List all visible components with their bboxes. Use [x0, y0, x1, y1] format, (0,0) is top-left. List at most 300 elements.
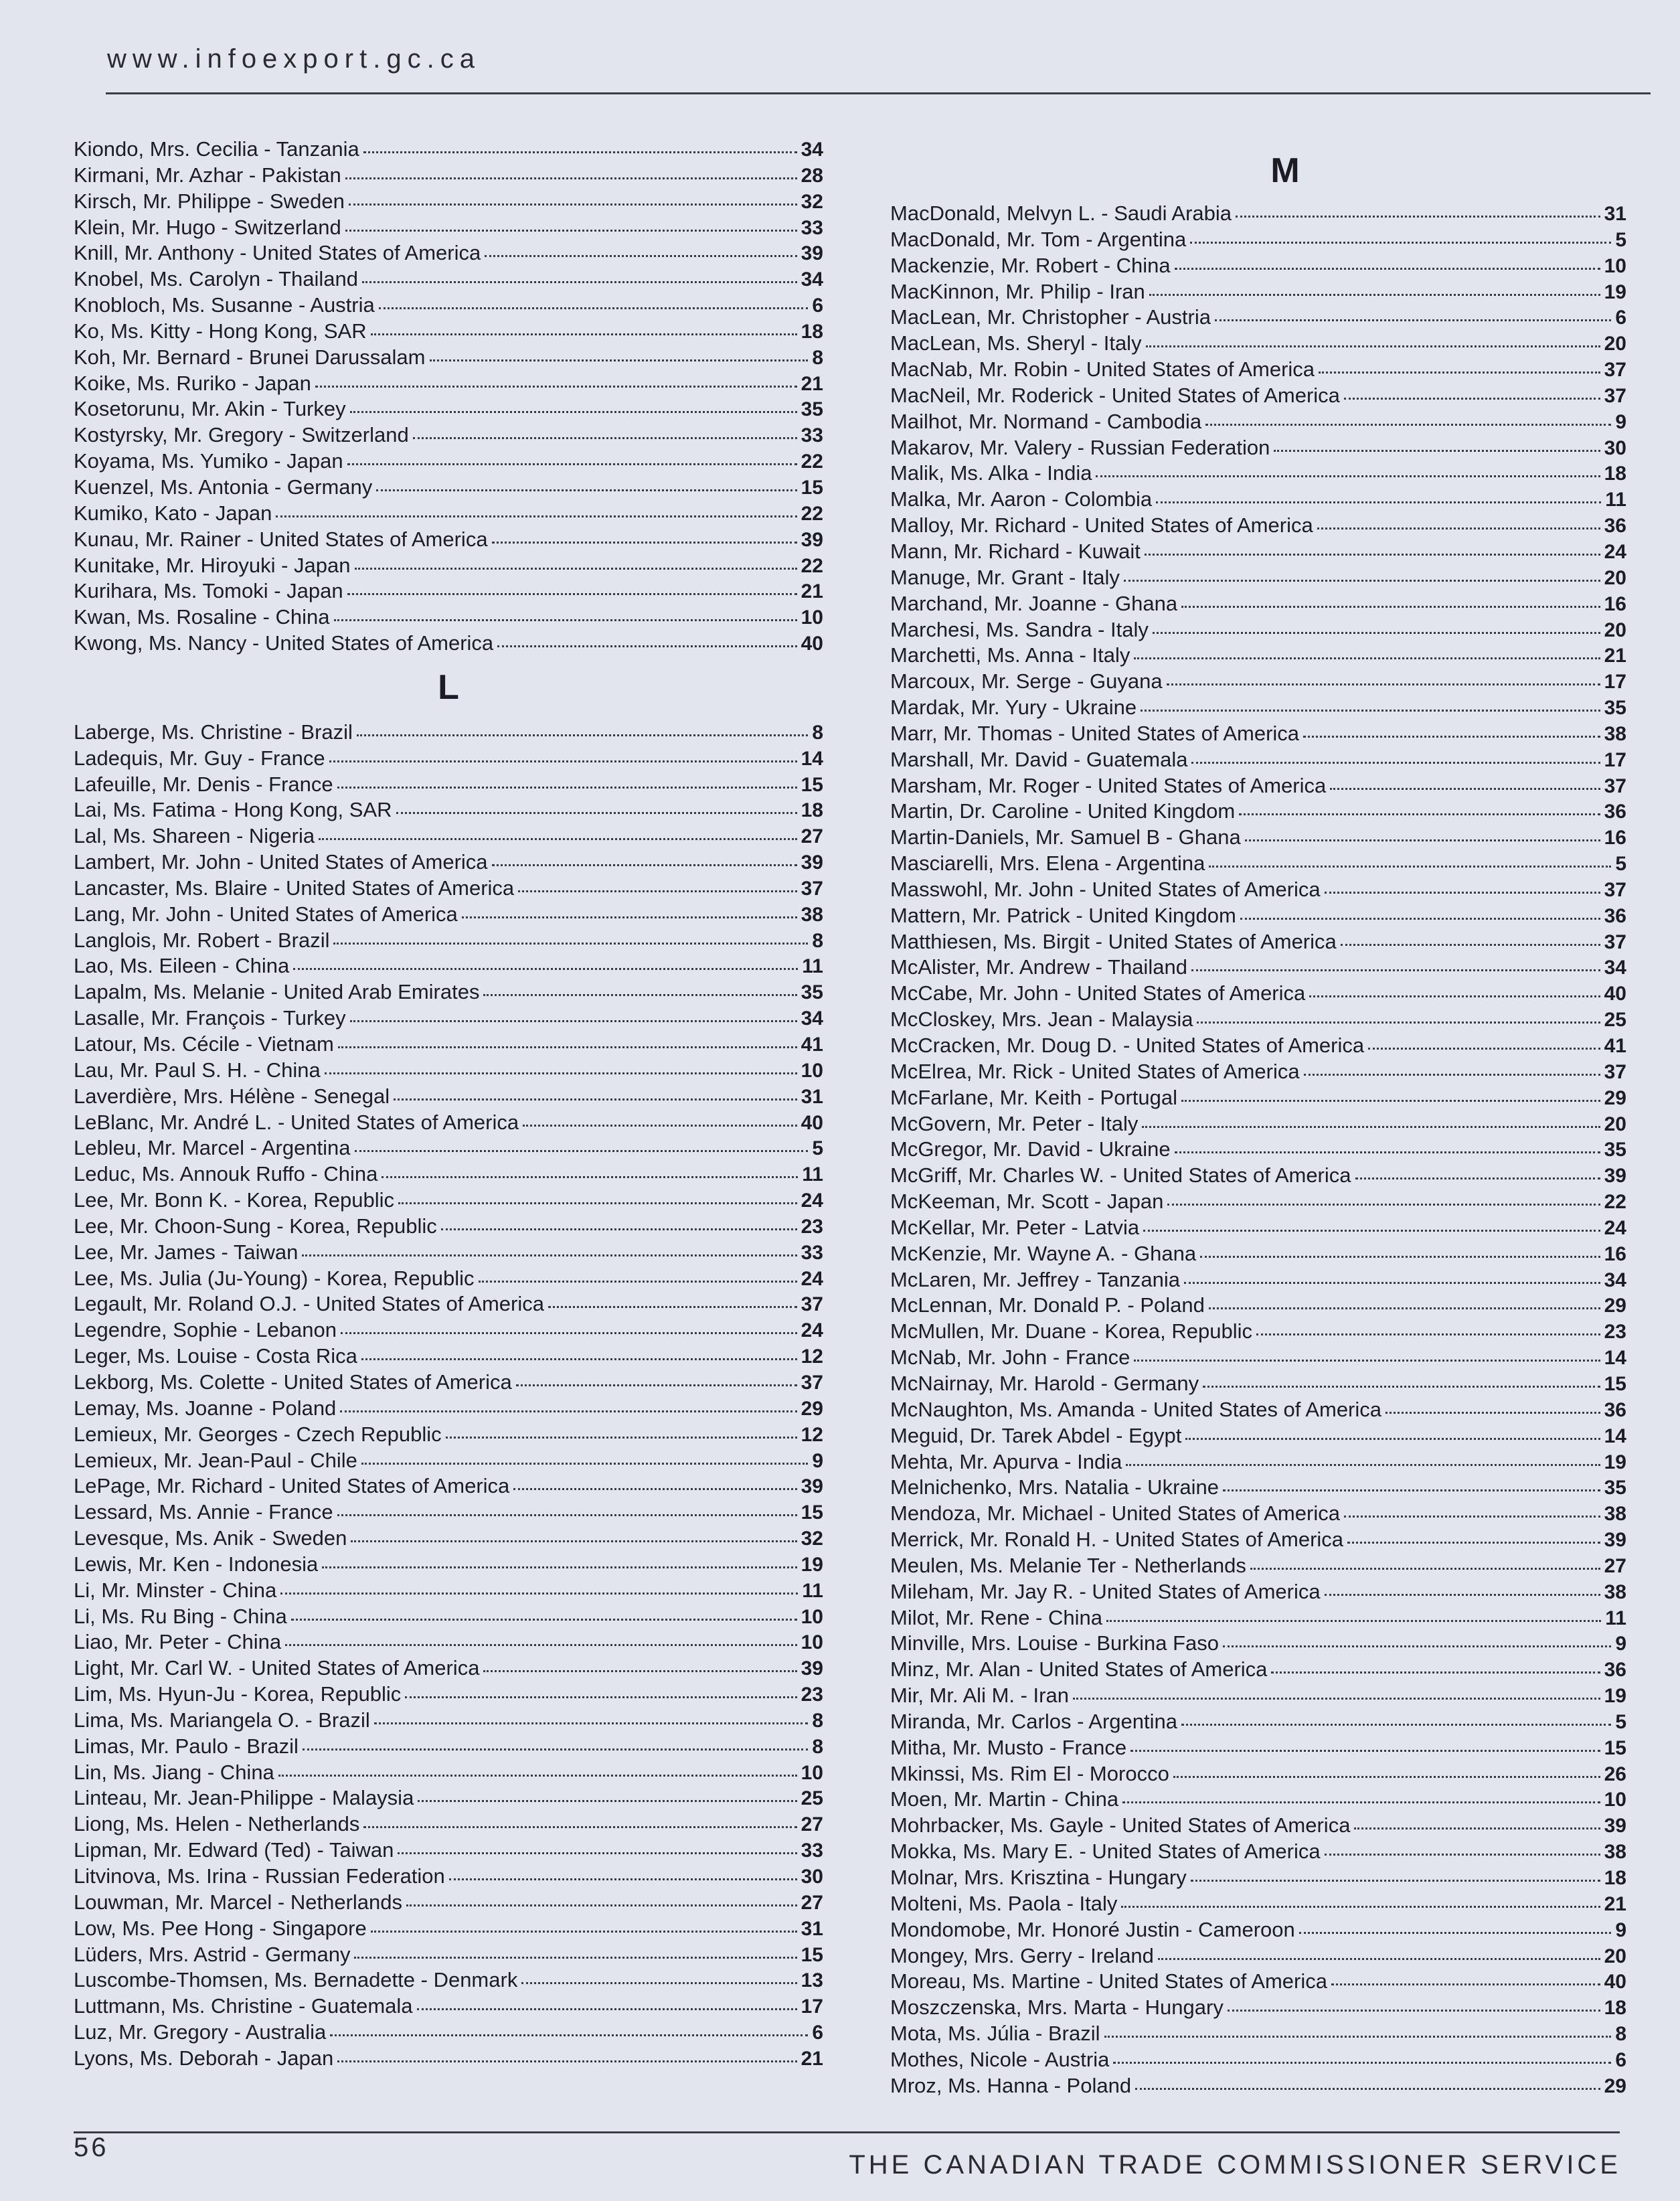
entry-name: Lambert, Mr. John - United States of America: [74, 850, 488, 874]
entry-page-number: 9: [1615, 1633, 1626, 1655]
entry-page-number: 13: [801, 1969, 823, 1992]
index-entry: [890, 201, 1626, 227]
index-entry: [74, 1005, 823, 1032]
entry-name: LeBlanc, Mr. André L. - United States of America: [74, 1110, 519, 1134]
entry-name: Lang, Mr. John - United States of America: [74, 902, 458, 926]
entry-name: McNaughton, Ms. Amanda - United States of America: [890, 1397, 1382, 1421]
entry-page-number: 35: [1604, 697, 1626, 720]
dot-leader: [350, 411, 797, 413]
entry-name: Mohrbacker, Ms. Gayle - United States of America: [890, 1813, 1351, 1838]
dot-leader: [1274, 450, 1600, 452]
index-entry: [74, 1110, 823, 1136]
index-entry: [890, 1215, 1626, 1241]
index-entry: [74, 797, 823, 823]
index-entry: [74, 293, 823, 319]
dot-leader: [1096, 475, 1600, 477]
entry-name: Langlois, Mr. Robert - Brazil: [74, 928, 330, 952]
entry-name: Laberge, Ms. Christine - Brazil: [74, 720, 353, 744]
dot-leader: [1354, 1827, 1600, 1829]
entry-page-number: 15: [801, 773, 823, 796]
entry-name: McKenzie, Mr. Wayne A. - Ghana: [890, 1241, 1197, 1265]
dot-leader: [1325, 1594, 1600, 1596]
index-entry: [74, 1734, 823, 1760]
index-entry: [74, 1343, 823, 1370]
entry-name: Lee, Mr. Bonn K. - Korea, Republic: [74, 1188, 395, 1212]
index-entry: [74, 1916, 823, 1942]
dot-leader: [1190, 242, 1611, 244]
index-entry: [74, 604, 823, 631]
entry-page-number: 20: [1604, 1945, 1626, 1967]
index-entry: [890, 1293, 1626, 1319]
dot-leader: [1113, 2062, 1611, 2064]
entry-name: Lee, Mr. James - Taiwan: [74, 1240, 299, 1264]
entry-page-number: 8: [812, 346, 823, 369]
entry-name: Leduc, Ms. Annouk Ruffo - China: [74, 1162, 378, 1186]
index-entry: [74, 1993, 823, 2020]
entry-page-number: 5: [1615, 853, 1626, 876]
entry-page-number: 39: [1604, 1815, 1626, 1838]
entry-page-number: 5: [1615, 1710, 1626, 1733]
entry-page-number: 29: [801, 1397, 823, 1420]
index-entry: [74, 137, 823, 163]
entry-page-number: 22: [801, 554, 823, 577]
entry-name: Kunitake, Mr. Hiroyuki - Japan: [74, 553, 351, 577]
entry-page-number: 39: [801, 528, 823, 551]
index-entry: [74, 1317, 823, 1343]
index-entry: [890, 1397, 1626, 1423]
entry-name: Lemieux, Mr. Jean-Paul - Chile: [74, 1448, 357, 1472]
entry-page-number: 38: [1604, 1580, 1626, 1603]
entry-name: Mongey, Mrs. Gerry - Ireland: [890, 1943, 1154, 1967]
dot-leader: [418, 1800, 796, 1802]
dot-leader: [371, 1931, 797, 1933]
entry-name: McKellar, Mr. Peter - Latvia: [890, 1215, 1140, 1239]
entry-page-number: 36: [1604, 515, 1626, 538]
index-entry: [890, 1865, 1626, 1891]
index-entry: [890, 1033, 1626, 1059]
index-entry: [890, 1319, 1626, 1345]
dot-leader: [413, 437, 797, 439]
dot-leader: [374, 1722, 809, 1724]
entry-name: Mann, Mr. Richard - Kuwait: [890, 539, 1141, 563]
entry-name: Mileham, Mr. Jay R. - United States of America: [890, 1579, 1321, 1603]
index-entry: [74, 1655, 823, 1682]
index-entry: [890, 617, 1626, 643]
dot-leader: [280, 1593, 798, 1595]
index-entry: [890, 1709, 1626, 1735]
dot-leader: [523, 1125, 797, 1127]
entry-page-number: 38: [1604, 1503, 1626, 1526]
index-entry: [74, 1084, 823, 1110]
index-entry: [890, 1345, 1626, 1371]
index-entry: [890, 1137, 1626, 1163]
dot-leader: [341, 1332, 797, 1334]
entry-name: Lancaster, Ms. Blaire - United States of America: [74, 876, 515, 900]
entry-name: Liao, Mr. Peter - China: [74, 1630, 282, 1654]
entry-name: McLennan, Mr. Donald P. - Poland: [890, 1293, 1205, 1317]
index-entry: [890, 825, 1626, 851]
entry-page-number: 40: [801, 1111, 823, 1134]
dot-leader: [1303, 736, 1600, 738]
index-entry: [74, 1760, 823, 1786]
dot-leader: [303, 1748, 808, 1750]
entry-name: Kirsch, Mr. Philippe - Sweden: [74, 189, 345, 213]
entry-page-number: 37: [1604, 384, 1626, 407]
entry-page-number: 14: [1604, 1424, 1626, 1447]
index-entry: [74, 1188, 823, 1214]
entry-page-number: 37: [1604, 1060, 1626, 1083]
index-entry: [890, 1605, 1626, 1631]
dot-leader: [1184, 1282, 1600, 1284]
entry-name: Kirmani, Mr. Azhar - Pakistan: [74, 163, 341, 187]
dot-leader: [548, 1306, 797, 1308]
entry-page-number: 35: [801, 398, 823, 421]
index-entry: [890, 877, 1626, 903]
entry-name: McNairnay, Mr. Harold - Germany: [890, 1371, 1199, 1395]
entry-page-number: 36: [1604, 801, 1626, 823]
entry-name: Lapalm, Ms. Melanie - United Arab Emirates: [74, 980, 480, 1004]
entry-page-number: 40: [1604, 1971, 1626, 1993]
header-rule: [106, 92, 1651, 94]
entry-name: Minz, Mr. Alan - United States of America: [890, 1657, 1268, 1682]
entry-page-number: 35: [1604, 1139, 1626, 1161]
entry-name: McGovern, Mr. Peter - Italy: [890, 1111, 1139, 1135]
dot-leader: [1203, 1386, 1600, 1388]
index-entry: [74, 319, 823, 345]
index-entry: [890, 1917, 1626, 1943]
entry-page-number: 8: [1615, 2023, 1626, 2046]
dot-leader: [1347, 1542, 1600, 1544]
index-entry: [890, 1683, 1626, 1709]
dot-leader: [492, 542, 797, 544]
entry-page-number: 8: [812, 929, 823, 952]
entry-name: Lipman, Mr. Edward (Ted) - Taiwan: [74, 1838, 394, 1862]
entry-page-number: 11: [802, 1163, 823, 1186]
header-url: www.infoexport.gc.ca: [107, 44, 481, 74]
dot-leader: [1209, 1307, 1600, 1309]
entry-page-number: 28: [801, 164, 823, 187]
left-column: [74, 137, 823, 2072]
entry-name: Legendre, Sophie - Lebanon: [74, 1318, 337, 1342]
index-entry: [74, 953, 823, 979]
dot-leader: [347, 593, 797, 595]
entry-page-number: 15: [801, 1943, 823, 1966]
entry-page-number: 39: [801, 1475, 823, 1498]
entry-name: Mattern, Mr. Patrick - United Kingdom: [890, 903, 1236, 927]
entry-name: Kosetorunu, Mr. Akin - Turkey: [74, 397, 346, 421]
entry-name: Lewis, Mr. Ken - Indonesia: [74, 1552, 319, 1576]
entry-name: Legault, Mr. Roland O.J. - United States of America: [74, 1292, 544, 1316]
dot-leader: [1239, 813, 1600, 815]
index-entry: [74, 902, 823, 928]
entry-name: Marchesi, Ms. Sandra - Italy: [890, 617, 1149, 641]
entry-name: Marcoux, Mr. Serge - Guyana: [890, 669, 1163, 694]
index-entry: [890, 955, 1626, 981]
index-entry: [74, 1032, 823, 1058]
index-entry: [74, 1811, 823, 1838]
entry-page-number: 15: [1604, 1736, 1626, 1759]
index-entry: [890, 1579, 1626, 1605]
entry-page-number: 16: [1604, 1242, 1626, 1265]
dot-leader: [449, 1878, 797, 1880]
entry-page-number: 41: [801, 1034, 823, 1056]
dot-leader: [1228, 2010, 1600, 2012]
index-entry: [890, 1111, 1626, 1137]
index-entry: [890, 1371, 1626, 1397]
dot-leader: [379, 307, 809, 309]
right-column: [890, 201, 1626, 2099]
entry-page-number: 14: [801, 747, 823, 770]
entry-page-number: 22: [801, 502, 823, 525]
index-entry: [74, 240, 823, 266]
index-entry: [74, 1240, 823, 1266]
entry-name: Lin, Ms. Jiang - China: [74, 1760, 274, 1784]
dot-leader: [1304, 1074, 1600, 1076]
dot-leader: [315, 386, 797, 388]
dot-leader: [337, 2060, 796, 2062]
entry-name: Kumiko, Kato - Japan: [74, 501, 272, 525]
entry-page-number: 30: [801, 1866, 823, 1888]
entry-page-number: 15: [801, 1501, 823, 1524]
entry-name: Miranda, Mr. Carlos - Argentina: [890, 1709, 1178, 1733]
dot-leader: [322, 1566, 796, 1568]
entry-page-number: 10: [801, 1761, 823, 1784]
index-entry: [74, 1682, 823, 1708]
entry-page-number: 10: [1604, 1789, 1626, 1811]
index-entry: [74, 1058, 823, 1084]
entry-page-number: 18: [1604, 1867, 1626, 1889]
index-entry: [890, 461, 1626, 487]
entry-name: Luscombe-Thomsen, Ms. Bernadette - Denmark: [74, 1968, 518, 1992]
index-entry: [74, 527, 823, 553]
dot-leader: [1167, 683, 1600, 685]
dot-leader: [406, 1904, 797, 1906]
entry-name: MacLean, Ms. Sheryl - Italy: [890, 331, 1142, 355]
entry-page-number: 25: [1604, 1009, 1626, 1032]
entry-page-number: 18: [1604, 1997, 1626, 2020]
entry-page-number: 16: [1604, 827, 1626, 849]
index-entry: [890, 227, 1626, 253]
entry-page-number: 24: [1604, 540, 1626, 563]
dot-leader: [1325, 892, 1600, 894]
entry-name: Moen, Mr. Martin - China: [890, 1787, 1119, 1811]
entry-name: Light, Mr. Carl W. - United States of America: [74, 1656, 480, 1680]
entry-name: McKeeman, Mr. Scott - Japan: [890, 1190, 1164, 1214]
index-entry: [74, 1838, 823, 1864]
entry-page-number: 20: [1604, 1113, 1626, 1135]
dot-leader: [330, 2034, 808, 2036]
index-entry: [74, 1552, 823, 1578]
dot-leader: [1331, 1983, 1600, 1985]
dot-leader: [1149, 294, 1600, 296]
entry-page-number: 19: [1604, 1451, 1626, 1473]
entry-page-number: 32: [801, 1528, 823, 1550]
dot-leader: [1319, 372, 1600, 374]
entry-name: Liong, Ms. Helen - Netherlands: [74, 1812, 360, 1836]
entry-page-number: 15: [1604, 1372, 1626, 1395]
dot-leader: [1181, 1724, 1611, 1726]
dot-leader: [1130, 1750, 1600, 1752]
entry-name: Kwan, Ms. Rosaline - China: [74, 605, 330, 629]
entry-page-number: 6: [812, 295, 823, 317]
entry-name: Lyons, Ms. Deborah - Japan: [74, 2046, 334, 2070]
dot-leader: [347, 463, 797, 465]
dot-leader: [1135, 2088, 1600, 2090]
entry-page-number: 38: [1604, 1841, 1626, 1864]
entry-page-number: 10: [801, 1605, 823, 1628]
index-entry: [74, 1499, 823, 1526]
entry-page-number: 21: [801, 372, 823, 395]
index-entry: [74, 1161, 823, 1188]
dot-leader: [1153, 632, 1600, 634]
index-entry: [74, 1942, 823, 1968]
dot-leader: [1104, 2036, 1612, 2038]
entry-name: Masciarelli, Mrs. Elena - Argentina: [890, 851, 1205, 876]
index-entry: [890, 1787, 1626, 1813]
entry-name: McGregor, Mr. David - Ukraine: [890, 1137, 1171, 1161]
entry-page-number: 39: [801, 1657, 823, 1680]
index-entry: [890, 981, 1626, 1007]
dot-leader: [1191, 969, 1600, 971]
entry-page-number: 11: [802, 1579, 823, 1602]
dot-leader: [417, 2008, 797, 2010]
entry-page-number: 17: [801, 1995, 823, 2018]
index-entry: [890, 591, 1626, 617]
dot-leader: [382, 1176, 798, 1178]
dot-leader: [1368, 1048, 1600, 1050]
entry-page-number: 5: [812, 1137, 823, 1160]
entry-name: Marchetti, Ms. Anna - Italy: [890, 643, 1130, 667]
entry-page-number: 9: [1615, 410, 1626, 433]
entry-name: Mehta, Mr. Apurva - India: [890, 1449, 1122, 1473]
entry-page-number: 8: [812, 721, 823, 744]
dot-leader: [1122, 1801, 1600, 1803]
entry-page-number: 10: [801, 1059, 823, 1082]
index-entry: [74, 1291, 823, 1317]
dot-leader: [355, 568, 797, 570]
entry-page-number: 39: [801, 242, 823, 265]
entry-name: Luttmann, Ms. Christine - Guatemala: [74, 1994, 413, 2018]
index-entry: [890, 2073, 1626, 2099]
dot-leader: [1205, 424, 1611, 426]
entry-name: Moszczenska, Mrs. Marta - Hungary: [890, 1995, 1224, 2020]
entry-page-number: 29: [1604, 2074, 1626, 2097]
entry-name: Milot, Mr. Rene - China: [890, 1605, 1102, 1629]
index-entry: [74, 215, 823, 241]
entry-page-number: 40: [1604, 983, 1626, 1005]
entry-page-number: 23: [1604, 1321, 1626, 1343]
entry-page-number: 29: [1604, 1295, 1626, 1317]
entry-name: Lekborg, Ms. Colette - United States of America: [74, 1370, 512, 1394]
entry-name: Leger, Ms. Louise - Costa Rica: [74, 1344, 357, 1368]
entry-name: Minville, Mrs. Louise - Burkina Faso: [890, 1631, 1219, 1655]
index-entry: [890, 1163, 1626, 1189]
index-entry: [890, 669, 1626, 695]
entry-page-number: 11: [1605, 1607, 1626, 1629]
index-entry: [890, 279, 1626, 305]
dot-leader: [325, 1072, 797, 1074]
entry-name: MacLean, Mr. Christopher - Austria: [890, 305, 1211, 329]
entry-page-number: 23: [801, 1684, 823, 1706]
entry-page-number: 20: [1604, 566, 1626, 589]
entry-page-number: 39: [801, 851, 823, 874]
dot-leader: [441, 1228, 797, 1230]
dot-leader: [446, 1437, 797, 1439]
entry-page-number: 18: [801, 320, 823, 343]
entry-page-number: 15: [801, 476, 823, 499]
entry-page-number: 27: [801, 825, 823, 848]
dot-leader: [483, 994, 796, 996]
dot-leader: [345, 230, 797, 232]
entry-name: Kostyrsky, Mr. Gregory - Switzerland: [74, 423, 409, 447]
entry-name: Limas, Mr. Paulo - Brazil: [74, 1734, 299, 1758]
entry-name: Litvinova, Ms. Irina - Russian Federation: [74, 1864, 445, 1888]
index-entry: [890, 1631, 1626, 1657]
dot-leader: [1256, 1333, 1600, 1335]
index-entry: [890, 253, 1626, 279]
dot-leader: [371, 333, 797, 335]
entry-page-number: 37: [1604, 930, 1626, 953]
index-entry: [890, 1449, 1626, 1475]
entry-name: Meulen, Ms. Melanie Ter - Netherlands: [890, 1553, 1246, 1577]
entry-name: Ladequis, Mr. Guy - France: [74, 746, 325, 770]
dot-leader: [1344, 398, 1600, 400]
index-entry: [890, 1423, 1626, 1449]
entry-page-number: 27: [801, 1813, 823, 1836]
entry-name: Knobloch, Ms. Susanne - Austria: [74, 293, 375, 317]
entry-name: Lafeuille, Mr. Denis - France: [74, 772, 333, 796]
entry-page-number: 35: [1604, 1477, 1626, 1499]
entry-name: Masswohl, Mr. John - United States of America: [890, 877, 1321, 901]
dot-leader: [363, 1826, 796, 1828]
dot-leader: [1317, 527, 1600, 529]
entry-name: McLaren, Mr. Jeffrey - Tanzania: [890, 1267, 1181, 1291]
dot-leader: [1200, 1256, 1600, 1258]
index-entry: [74, 849, 823, 876]
index-entry: [74, 979, 823, 1005]
entry-name: McGriff, Mr. Charles W. - United States of America: [890, 1163, 1351, 1188]
dot-leader: [1134, 657, 1600, 659]
entry-page-number: 24: [801, 1190, 823, 1212]
index-entry: [74, 475, 823, 501]
index-entry: [890, 1085, 1626, 1111]
dot-leader: [521, 1982, 796, 1984]
entry-name: Mackenzie, Mr. Robert - China: [890, 253, 1171, 277]
entry-name: McFarlane, Mr. Keith - Portugal: [890, 1085, 1177, 1109]
dot-leader: [1121, 1906, 1600, 1908]
entry-page-number: 31: [1604, 203, 1626, 225]
dot-leader: [430, 359, 809, 361]
entry-name: Koyama, Ms. Yumiko - Japan: [74, 449, 343, 473]
entry-name: Mota, Ms. Júlia - Brazil: [890, 2022, 1100, 2046]
dot-leader: [276, 515, 796, 517]
entry-name: MacDonald, Mr. Tom - Argentina: [890, 227, 1187, 251]
index-entry: [890, 539, 1626, 565]
dot-leader: [1385, 1412, 1600, 1414]
entry-name: MacKinnon, Mr. Philip - Iran: [890, 279, 1145, 303]
section-letter-m: M: [1270, 151, 1300, 190]
section-letter-l: L: [438, 667, 459, 707]
index-entry: [74, 553, 823, 579]
entry-name: Molnar, Mrs. Krisztina - Hungary: [890, 1866, 1187, 1889]
m-entries-list: [890, 201, 1626, 2099]
dot-leader: [398, 1202, 797, 1204]
dot-leader: [361, 1358, 797, 1360]
index-entry: [74, 189, 823, 215]
entry-page-number: 37: [801, 1293, 823, 1316]
entry-name: Mardak, Mr. Yury - Ukraine: [890, 696, 1137, 720]
publication-title: THE CANADIAN TRADE COMMISSIONER SERVICE: [849, 2150, 1621, 2180]
